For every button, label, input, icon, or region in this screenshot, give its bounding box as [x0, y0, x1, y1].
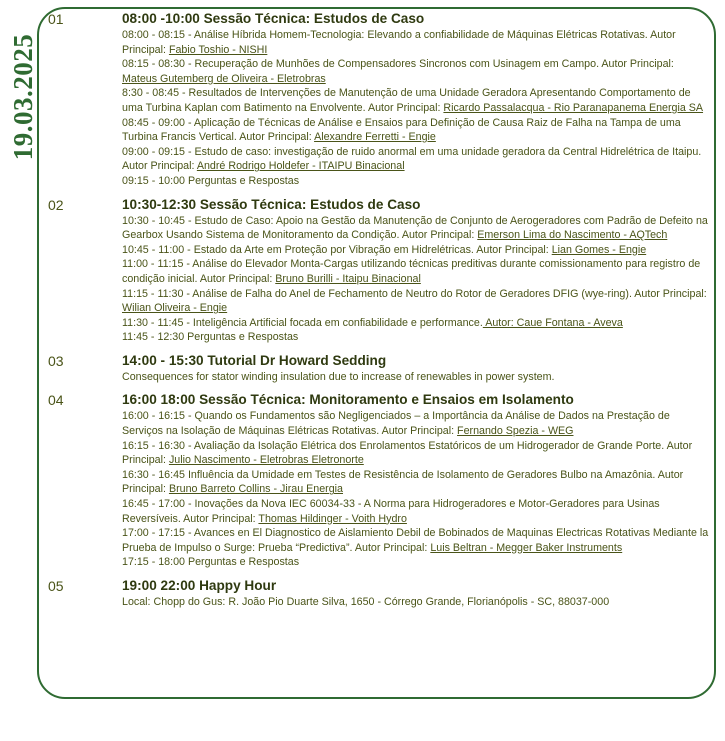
author-link[interactable]: Fabio Toshio - NISHI: [168, 43, 268, 56]
author-link[interactable]: André Rodrigo Holdefer - ITAIPU Binacional: [196, 160, 405, 173]
schedule-section: [48, 196, 710, 345]
agenda-item-text: 10:30 - 10:45 - Estudo de Caso: Apoio na Gestão da Manutenção de Conjunto de Aerogeradores com Padrão de Defeito na Gearbox Usando Sistema de Monitoramento da Condição. Autor Principal:: [122, 214, 708, 242]
agenda-item-text: 09:00 - 09:15 - Estudo de caso: investigação de ruido anormal em uma unidade geradora da Central Hidrelétrica de Itaipu. Autor Principal:: [122, 145, 702, 173]
schedule-section: [48, 10, 710, 189]
agenda-item-text: 10:45 - 11:00 - Estado da Arte em Proteção por Vibração em Hidrelétricas. Autor Principal:: [122, 243, 552, 256]
agenda-item: [122, 555, 710, 570]
session-title: 14:00 - 15:30 Tutorial Dr Howard Sedding: [122, 352, 387, 368]
session-title: 19:00 22:00 Happy Hour: [122, 578, 277, 593]
author-link[interactable]: Bruno Burilli - Itaipu Binacional: [275, 272, 421, 285]
agenda-item: [122, 330, 710, 345]
agenda-item: [122, 174, 710, 189]
author-link[interactable]: Bruno Barreto Collins - Jirau Energia: [168, 483, 343, 496]
agenda-item: [122, 243, 710, 258]
event-date: 19.03.2025: [8, 33, 38, 161]
agenda-item-text: 11:45 - 12:30 Perguntas e Respostas: [122, 331, 299, 344]
agenda-item: [122, 57, 710, 86]
author-link[interactable]: Julio Nascimento - Eletrobras Eletronorte: [168, 454, 364, 467]
agenda-item-text: 11:00 - 11:15 - Análise do Elevador Monta-Cargas utilizando técnicas preditivas durante comissionamento para registro de condição inicial. Autor Principal:: [122, 258, 701, 285]
section-body: [122, 196, 710, 345]
schedule-section: [48, 577, 710, 610]
section-number: 04: [48, 392, 64, 409]
agenda-item-text: 16:45 - 17:00 - Inovações da Nova IEC 60034-33 - A Norma para Hidrogeradores e Motor-Geradores para Usinas Reversíveis. Autor Principal:: [122, 498, 660, 525]
schedule-list: [48, 10, 710, 617]
author-link[interactable]: Mateus Gutemberg de Oliveira - Eletrobras: [122, 72, 326, 85]
agenda-item: [122, 287, 710, 316]
agenda-item: [122, 468, 710, 497]
agenda-item-text: 17:00 - 17:15 - Avances en El Diagnostico de Aislamiento Debil de Bobinados de Maquinas Electricas Rotativas Mediante la Prueba de Impulso o Surge: Prueba “Predictiva”. Autor Principal:: [122, 527, 709, 554]
agenda-item-text: 11:30 - 11:45 - Inteligência Artificial focada em confiabilidade e performance.: [122, 316, 483, 329]
section-body: [122, 352, 710, 385]
section-body: [122, 10, 710, 189]
agenda-item-text: 08:00 - 08:15 - Análise Híbrida Homem-Tecnologia: Elevando a confiabilidade de Máquinas Elétricas Rotativas. Autor Principal:: [122, 29, 676, 56]
agenda-item: [122, 409, 710, 438]
agenda-item: [122, 595, 710, 610]
agenda-item-text: 16:00 - 16:15 - Quando os Fundamentos são Negligenciados – a Importância da Análise de Dados na Prestação de Serviços na Isolação de Máquinas Elétricas Rotativas. Autor Principal:: [122, 410, 670, 438]
agenda-item-text: Consequences for stator winding insulation due to increase of renewables in power system.: [122, 370, 555, 383]
agenda-item-text: 8:30 - 08:45 - Resultados de Intervenções de Manutenção de uma Unidade Geradora Apresentando Comportamento de uma Turbina Kaplan com Batimento na Envolvente. Autor Principal:: [122, 87, 691, 114]
agenda-item-text: Local: Chopp do Gus: R. João Pio Duarte Silva, 1650 - Córrego Grande, Florianópolis - SC, 88037-000: [122, 596, 610, 608]
author-link[interactable]: Emerson Lima do Nascimento - AQTech: [477, 229, 668, 242]
agenda-item: [122, 316, 710, 331]
agenda-item-text: 16:15 - 16:30 - Avaliação da Isolação Elétrica dos Enrolamentos Estatóricos de um Hidrogerador de Grande Porte. Autor Principal:: [122, 439, 693, 467]
section-body: [122, 391, 710, 570]
author-link[interactable]: Ricardo Passalacqua - Rio Paranapanema Energia SA: [443, 101, 704, 114]
agenda-item-text: 17:15 - 18:00 Perguntas e Respostas: [122, 556, 300, 569]
schedule-section: [48, 391, 710, 570]
author-link[interactable]: Alexandre Ferretti - Engie: [314, 131, 436, 144]
agenda-item: [122, 497, 710, 526]
session-title: 10:30-12:30 Sessão Técnica: Estudos de Caso: [122, 196, 421, 212]
agenda-item: [122, 145, 710, 174]
author-link[interactable]: Luis Beltran - Megger Baker Instruments: [430, 541, 623, 554]
author-link[interactable]: Lian Gomes - Engie: [551, 243, 647, 256]
agenda-item: [122, 257, 710, 286]
author-link[interactable]: Autor: Caue Fontana - Aveva: [482, 316, 623, 329]
section-number: 02: [48, 196, 64, 213]
agenda-item: [122, 116, 710, 145]
agenda-item-text: 08:45 - 09:00 - Aplicação de Técnicas de Análise e Ensaios para Definição de Causa Raiz de Falha na Tampa de uma Turbina Francis Vertical. Autor Principal:: [122, 116, 681, 144]
agenda-item: [122, 28, 710, 57]
agenda-item-text: 11:15 - 11:30 - Análise de Falha do Anel de Fechamento de Neutro do Rotor de Geradores DFIG (wye-ring). Autor Principal:: [122, 287, 707, 300]
section-number: 01: [48, 11, 64, 27]
section-body: [122, 577, 710, 610]
schedule-section: [48, 352, 710, 385]
agenda-item: [122, 439, 710, 468]
author-link[interactable]: Fernando Spezia - WEG: [457, 425, 574, 438]
agenda-item: [122, 370, 710, 385]
section-number: 03: [48, 352, 64, 369]
session-title: 08:00 -10:00 Sessão Técnica: Estudos de Caso: [122, 11, 425, 26]
agenda-item-text: 16:30 - 16:45 Influência da Umidade em Testes de Resistência de Isolamento de Geradores Bulbo na Amazônia. Autor Principal:: [122, 468, 684, 496]
session-title: 16:00 18:00 Sessão Técnica: Monitoramento e Ensaios em Isolamento: [122, 392, 574, 408]
agenda-item: [122, 214, 710, 243]
agenda-item-text: 08:15 - 08:30 - Recuperação de Munhões de Compensadores Sincronos com Usinagem em Campo. Autor Principal:: [122, 58, 674, 71]
author-link[interactable]: Wilian Oliveira - Engie: [122, 302, 228, 315]
section-number: 05: [48, 578, 64, 594]
agenda-item: [122, 86, 710, 115]
author-link[interactable]: Thomas Hildinger - Voith Hydro: [258, 512, 407, 525]
agenda-item-text: 09:15 - 10:00 Perguntas e Respostas: [122, 174, 300, 187]
agenda-item: [122, 526, 710, 555]
